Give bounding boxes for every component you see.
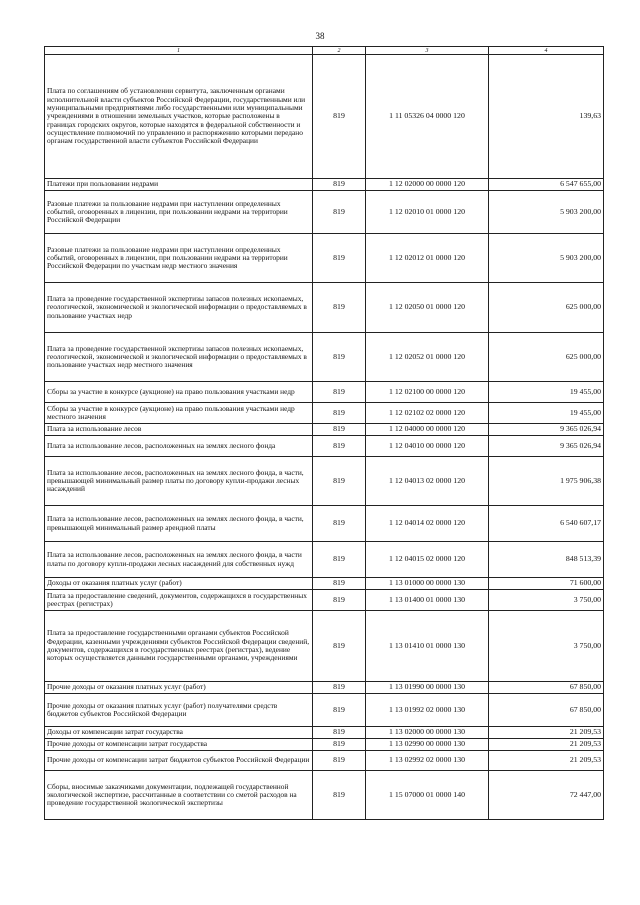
admin-code-cell: 819 [313,578,366,590]
budget-code-cell: 1 12 02102 02 0000 120 [366,403,489,424]
admin-code-cell: 819 [313,382,366,403]
revenue-name-cell: Разовые платежи за пользование недрами при наступлении определенных событий, оговоренных в лицензии, при пользовании недрами на территории Российской Федерации по участкам недр местного значения [45,234,313,283]
revenue-name-cell: Плата за использование лесов [45,424,313,436]
table-row [45,283,604,333]
budget-code-cell: 1 12 02000 00 0000 120 [366,179,489,191]
amount-cell: 67 850,00 [489,694,604,727]
column-number-3: 3 [366,47,489,55]
table-row [45,682,604,694]
budget-code-cell: 1 12 02050 01 0000 120 [366,283,489,333]
amount-cell: 3 750,00 [489,611,604,682]
table-row [45,55,604,179]
amount-cell: 625 000,00 [489,283,604,333]
table-header-row [45,47,604,55]
revenue-name-cell: Плата за проведение государственной экспертизы запасов полезных ископаемых, геологической, экономической и экологической информации о предоставляемых в пользование участках недр местного значения [45,333,313,382]
admin-code-cell: 819 [313,403,366,424]
admin-code-cell: 819 [313,682,366,694]
revenue-name-cell: Плата за использование лесов, расположенных на землях лесного фонда [45,436,313,457]
amount-cell: 21 209,53 [489,751,604,771]
budget-code-cell: 1 12 04010 00 0000 120 [366,436,489,457]
budget-code-cell: 1 13 02992 02 0000 130 [366,751,489,771]
budget-code-cell: 1 12 04000 00 0000 120 [366,424,489,436]
admin-code-cell: 819 [313,542,366,578]
budget-code-cell: 1 12 02100 00 0000 120 [366,382,489,403]
revenue-name-cell: Прочие доходы от оказания платных услуг (работ) получателями средств бюджетов субъектов Российской Федерации [45,694,313,727]
amount-cell: 9 365 026,94 [489,436,604,457]
table-row [45,234,604,283]
amount-cell: 139,63 [489,55,604,179]
revenue-name-cell: Разовые платежи за пользование недрами при наступлении определенных событий, оговоренных в лицензии, при пользовании недрами на территории Российской Федерации [45,191,313,234]
revenue-name-cell: Платежи при пользовании недрами [45,179,313,191]
revenue-name-cell: Сборы, вносимые заказчиками документации, подлежащей государственной экологической экспертизе, рассчитанные в соответствии со сметой расходов на проведение государственной экологической экспертизы [45,771,313,820]
budget-code-cell: 1 13 02990 00 0000 130 [366,739,489,751]
revenue-name-cell: Плата за предоставление государственными органами субъектов Российской Федерации, казенными учреждениями субъектов Российской Федерации сведений, документов, содержащихся в государственных реестрах (регистрах), ведение которых осуществляется данными государственными органами, учреждениями [45,611,313,682]
budget-code-cell: 1 12 02010 01 0000 120 [366,191,489,234]
admin-code-cell: 819 [313,424,366,436]
admin-code-cell: 819 [313,611,366,682]
amount-cell: 6 547 655,00 [489,179,604,191]
table-row [45,179,604,191]
budget-code-cell: 1 13 02000 00 0000 130 [366,727,489,739]
admin-code-cell: 819 [313,751,366,771]
revenue-name-cell: Доходы от компенсации затрат государства [45,727,313,739]
table-row [45,506,604,542]
budget-code-cell: 1 12 04014 02 0000 120 [366,506,489,542]
revenue-table [44,46,604,820]
table-row [45,382,604,403]
amount-cell: 3 750,00 [489,590,604,611]
admin-code-cell: 819 [313,771,366,820]
admin-code-cell: 819 [313,179,366,191]
admin-code-cell: 819 [313,590,366,611]
table-row [45,542,604,578]
amount-cell: 5 903 200,00 [489,234,604,283]
revenue-name-cell: Плата за проведение государственной экспертизы запасов полезных ископаемых, геологической, экономической и экологической информации о предоставляемых в пользование участках недр [45,283,313,333]
table-row [45,191,604,234]
budget-code-cell: 1 13 01410 01 0000 130 [366,611,489,682]
budget-code-cell: 1 11 05326 04 0000 120 [366,55,489,179]
budget-code-cell: 1 15 07000 01 0000 140 [366,771,489,820]
column-number-2: 2 [313,47,366,55]
amount-cell: 19 455,00 [489,403,604,424]
column-number-4: 4 [489,47,604,55]
admin-code-cell: 819 [313,436,366,457]
admin-code-cell: 819 [313,694,366,727]
table-row [45,424,604,436]
table-row [45,694,604,727]
budget-code-cell: 1 12 02012 01 0000 120 [366,234,489,283]
budget-code-cell: 1 13 01992 02 0000 130 [366,694,489,727]
table-row [45,727,604,739]
table-row [45,739,604,751]
admin-code-cell: 819 [313,333,366,382]
table-row [45,578,604,590]
table-row [45,611,604,682]
amount-cell: 5 903 200,00 [489,191,604,234]
admin-code-cell: 819 [313,191,366,234]
table-row [45,751,604,771]
admin-code-cell: 819 [313,739,366,751]
admin-code-cell: 819 [313,55,366,179]
table-row [45,771,604,820]
amount-cell: 1 975 906,38 [489,457,604,506]
amount-cell: 625 000,00 [489,333,604,382]
revenue-name-cell: Прочие доходы от компенсации затрат бюджетов субъектов Российской Федерации [45,751,313,771]
table-row [45,436,604,457]
page-number: 38 [315,31,325,41]
budget-code-cell: 1 12 04015 02 0000 120 [366,542,489,578]
revenue-name-cell: Прочие доходы от оказания платных услуг (работ) [45,682,313,694]
amount-cell: 21 209,53 [489,739,604,751]
table-row [45,403,604,424]
column-number-1: 1 [45,47,313,55]
admin-code-cell: 819 [313,727,366,739]
amount-cell: 67 850,00 [489,682,604,694]
amount-cell: 848 513,39 [489,542,604,578]
amount-cell: 71 600,00 [489,578,604,590]
amount-cell: 21 209,53 [489,727,604,739]
amount-cell: 6 540 607,17 [489,506,604,542]
revenue-name-cell: Плата за использование лесов, расположенных на землях лесного фонда, в части платы по договору купли-продажи лесных насаждений для собственных нужд [45,542,313,578]
admin-code-cell: 819 [313,506,366,542]
table-row [45,457,604,506]
budget-code-cell: 1 12 02052 01 0000 120 [366,333,489,382]
revenue-name-cell: Доходы от оказания платных услуг (работ) [45,578,313,590]
revenue-name-cell: Плата за использование лесов, расположенных на землях лесного фонда, в части, превышающей минимальный размер арендной платы [45,506,313,542]
revenue-name-cell: Прочие доходы от компенсации затрат государства [45,739,313,751]
admin-code-cell: 819 [313,283,366,333]
table-row [45,590,604,611]
amount-cell: 72 447,00 [489,771,604,820]
revenue-name-cell: Плата за предоставление сведений, документов, содержащихся в государственных реестрах (регистрах) [45,590,313,611]
revenue-name-cell: Сборы за участие в конкурсе (аукционе) на право пользования участками недр [45,382,313,403]
budget-code-cell: 1 12 04013 02 0000 120 [366,457,489,506]
table-row [45,333,604,382]
revenue-name-cell: Плата по соглашениям об установлении сервитута, заключенным органами исполнительной власти субъектов Российской Федерации, государственными или муниципальными предприятиями либо государственными или муниципальными учреждениями в отношении земельных участков, которые расположены в границах городских округов, которые находятся в федеральной собственности и осуществление полномочий по управлению и распоряжению которыми передано органам государственной власти субъектов Российской Федерации [45,55,313,179]
budget-code-cell: 1 13 01400 01 0000 130 [366,590,489,611]
admin-code-cell: 819 [313,234,366,283]
admin-code-cell: 819 [313,457,366,506]
revenue-name-cell: Плата за использование лесов, расположенных на землях лесного фонда, в части, превышающей минимальный размер платы по договору купли-продажи лесных насаждений [45,457,313,506]
amount-cell: 19 455,00 [489,382,604,403]
revenue-name-cell: Сборы за участие в конкурсе (аукционе) на право пользования участками недр местного значения [45,403,313,424]
amount-cell: 9 365 026,94 [489,424,604,436]
budget-code-cell: 1 13 01000 00 0000 130 [366,578,489,590]
budget-code-cell: 1 13 01990 00 0000 130 [366,682,489,694]
